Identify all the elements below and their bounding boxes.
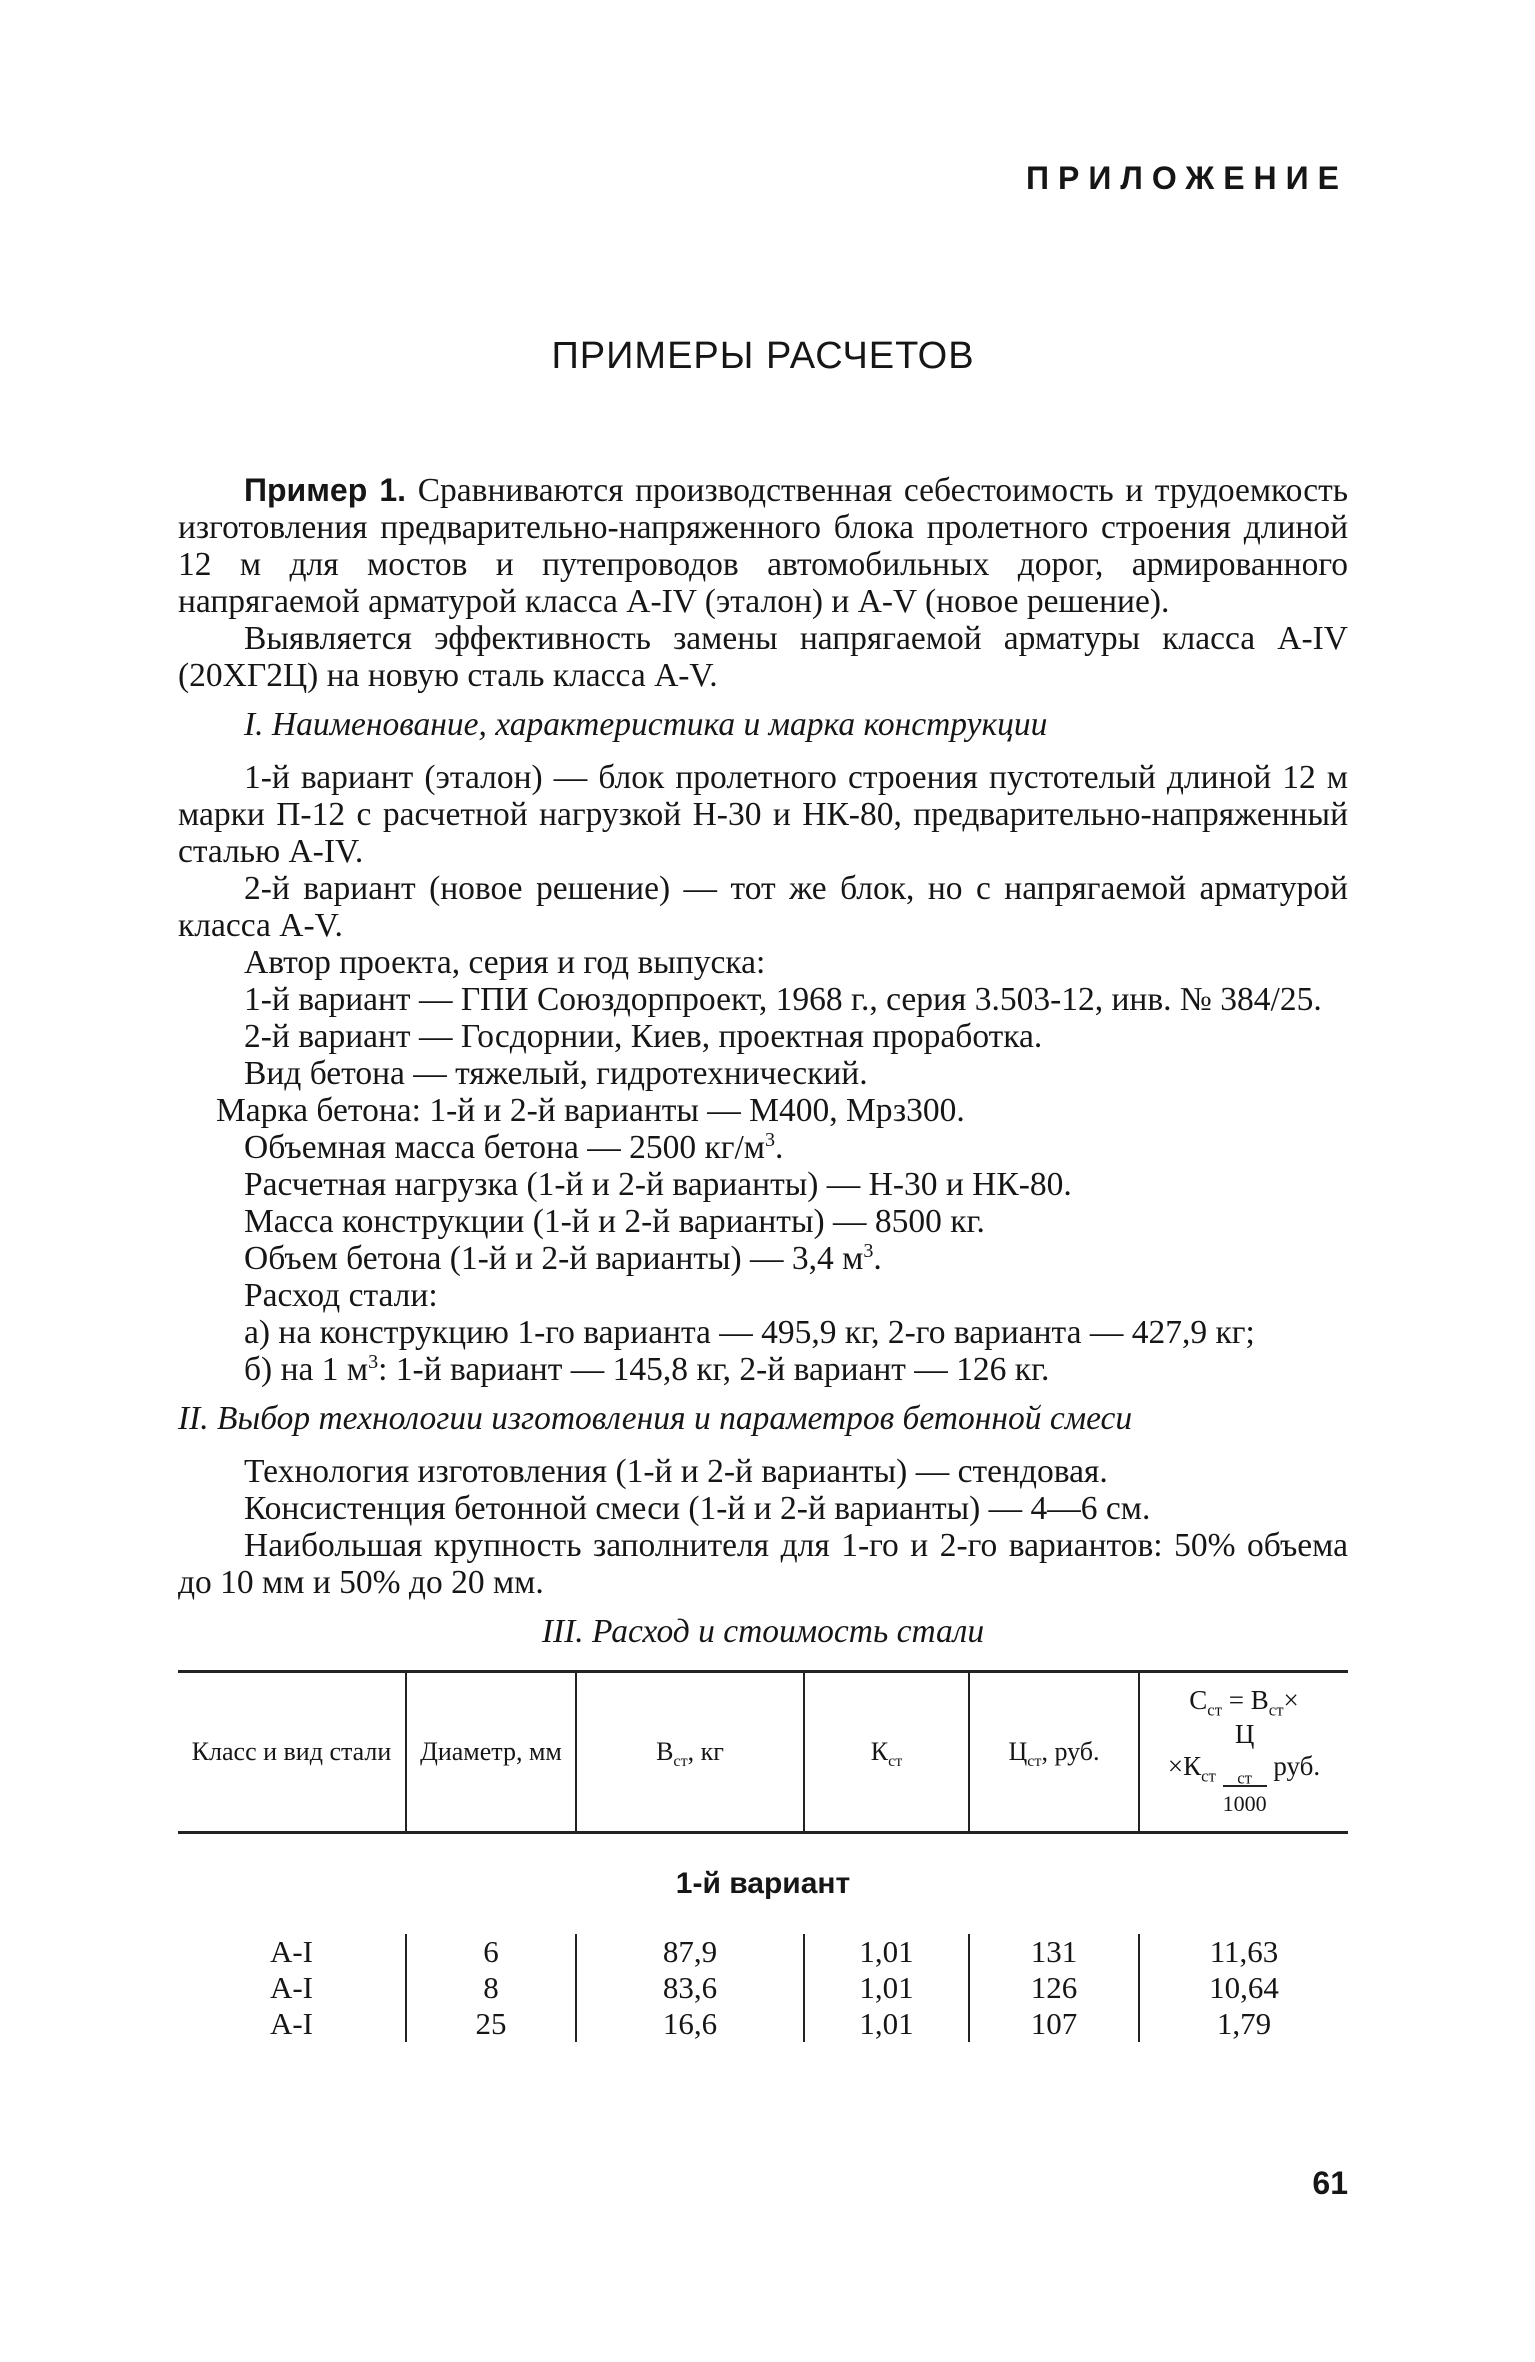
header-c-sub: ст [1027,1753,1042,1771]
header-cost-formula [1139,1672,1348,1833]
header-b-symbol: В [656,1737,674,1766]
cell-b: 83,6 [576,1970,804,2006]
variant-2-description: 2-й вариант (новое решение) — тот же блок, но с напрягаемой арматурой класса A-V. [178,870,1348,944]
header-c [969,1672,1139,1833]
formula-sub: ст [1201,1766,1216,1786]
formula-sub: ст [1237,1768,1252,1788]
cell-k: 1,01 [804,1970,969,2006]
table-row [178,1934,1348,1970]
header-c-symbol: Ц [1008,1737,1028,1766]
page-title: ПРИМЕРЫ РАСЧЕТОВ [551,335,975,377]
formula-times: × [1283,1685,1299,1715]
example-label: Пример 1. [244,472,407,508]
author-heading: Автор проекта, серия и год выпуска: [244,944,766,981]
concrete-volume-text: Объем бетона (1-й и 2-й варианты) — 3,4 м [244,1240,864,1277]
formula-xk: ×К [1167,1751,1202,1782]
header-b-sub: ст [673,1753,688,1771]
variant-1-author: 1-й вариант — ГПИ Союздорпроект, 1968 г., серия 3.503-12, инв. № 384/25. [244,981,1322,1018]
example-paragraph-2: Выявляется эффективность замены напрягаемой арматуры класса A-IV (20ХГ2Ц) на новую сталь класса A-V. [178,620,1348,694]
concrete-density: Объемная масса бетона — 2500 $кг/м^3$. [244,1128,784,1166]
superscript: 3 [764,1128,776,1151]
section-1-title: I. Наименование, характеристика и марка конструкции [244,706,1048,743]
cell-cost: 10,64 [1139,1970,1348,2006]
formula-eq: = В [1222,1685,1269,1715]
cell-c: 107 [969,2006,1139,2042]
cell-class: A-I [269,2006,314,2041]
table-header-row [178,1672,1348,1833]
cell-c: 126 [969,1970,1139,2006]
header-b [576,1672,804,1833]
document-page [178,0,1348,2362]
example-text-1: Сравниваются производственная себестоимость и трудоемкость изготовления предварительно-напряженного блока пролетного строения длиной 12 м для мостов и путепроводов автомобильных дорог, армированного напрягаемой арматурой класса A-IV (эталон) и A-V (новое решение). [178,472,1349,620]
header-k-symbol: К [870,1737,889,1766]
design-load: Расчетная нагрузка (1-й и 2-й варианты) — Н-30 и НК-80. [244,1166,1072,1203]
formula-fraction [1223,1717,1267,1821]
steel-per-m3-b: : 1-й вариант — 145,8 кг, 2-й вариант — 126 кг. [378,1351,1050,1388]
header-k-sub: ст [888,1753,903,1771]
cell-k: 1,01 [804,1934,969,1970]
consistency-line: Консистенция бетонной смеси (1-й и 2-й варианты) — 4—6 см. [244,1490,1151,1527]
document-body [178,472,1348,2042]
superscript: 3 [863,1239,874,1262]
table-row [178,2006,1348,2042]
steel-per-structure: а) на конструкцию 1-го варианта — 495,9 кг, 2-го варианта — 427,9 кг; [244,1314,1255,1351]
formula-line-1 [1144,1683,1344,1720]
cell-b: 16,6 [576,2006,804,2042]
cell-cost: 1,79 [1139,2006,1348,2042]
steel-per-m3-a: б) на 1 м [244,1351,369,1388]
formula-sub: ст [1268,1700,1284,1720]
variant-row [178,1833,1348,1935]
cell-k: 1,01 [804,2006,969,2042]
cell-class: A-I [269,1934,314,1969]
header-c-unit: , руб. [1041,1737,1100,1766]
formula-num: Ц [1234,1719,1255,1749]
cell-b: 87,9 [576,1934,804,1970]
cell-diameter: 6 [406,1934,576,1970]
cell-class: A-I [269,1970,314,2005]
technology-line: Технология изготовления (1-й и 2-й варианты) — стендовая. [244,1453,1108,1490]
variant-1-description: 1-й вариант (эталон) — блок пролетного строения пустотелый длиной 12 м марки П-12 с расчетной нагрузкой Н-30 и НК-80, предварительно-напряженный сталью A-IV. [178,759,1348,870]
formula-sub: ст [1207,1700,1223,1720]
superscript: 3 [368,1350,379,1373]
cell-diameter: 8 [406,1970,576,2006]
concrete-type: Вид бетона — тяжелый, гидротехнический. [244,1055,868,1092]
example-paragraph-1 [178,472,1348,620]
formula-unit: руб. [1273,1751,1321,1782]
concrete-volume: Объем бетона (1-й и 2-й варианты) — 3,4 $м^3$. [244,1239,882,1277]
formula-denominator: 1000 [1222,1791,1267,1816]
section-2-title: II. Выбор технологии изготовления и параметров бетонной смеси [178,1400,1133,1437]
structure-mass: Масса конструкции (1-й и 2-й варианты) — 8500 кг. [244,1203,985,1240]
cell-cost: 11,63 [1139,1934,1348,1970]
formula-line-2 [1144,1717,1344,1821]
formula-numerator [1223,1717,1267,1787]
header-diameter: Диаметр, мм [406,1672,576,1833]
concrete-grade: Марка бетона: 1-й и 2-й варианты — М400, Мрз300. [216,1092,965,1129]
variant-2-author: 2-й вариант — Госдорнии, Киев, проектная проработка. [244,1018,1043,1055]
steel-cost-table [178,1670,1348,2042]
cell-c: 131 [969,1934,1139,1970]
header-b-unit: , кг [687,1737,724,1766]
section-3-title: III. Расход и стоимость стали [541,1613,985,1650]
formula-c: С [1189,1685,1208,1715]
aggregate-line: Наибольшая крупность заполнителя для 1-го и 2-го вариантов: 50% объема до 10 мм и 50% до 20 мм. [178,1527,1348,1601]
variant-label: 1-й вариант [675,1867,851,1900]
cell-diameter: 25 [406,2006,576,2042]
appendix-label: ПРИЛОЖЕНИЕ [1026,160,1348,196]
table-row [178,1970,1348,2006]
header-class: Класс и вид стали [178,1672,406,1833]
steel-per-m3 [178,1351,1348,1388]
header-k [804,1672,969,1833]
steel-heading: Расход стали: [244,1277,438,1314]
page-number: 61 [1312,2165,1348,2201]
concrete-density-text: Объемная масса бетона — 2500 кг/м [244,1129,765,1166]
